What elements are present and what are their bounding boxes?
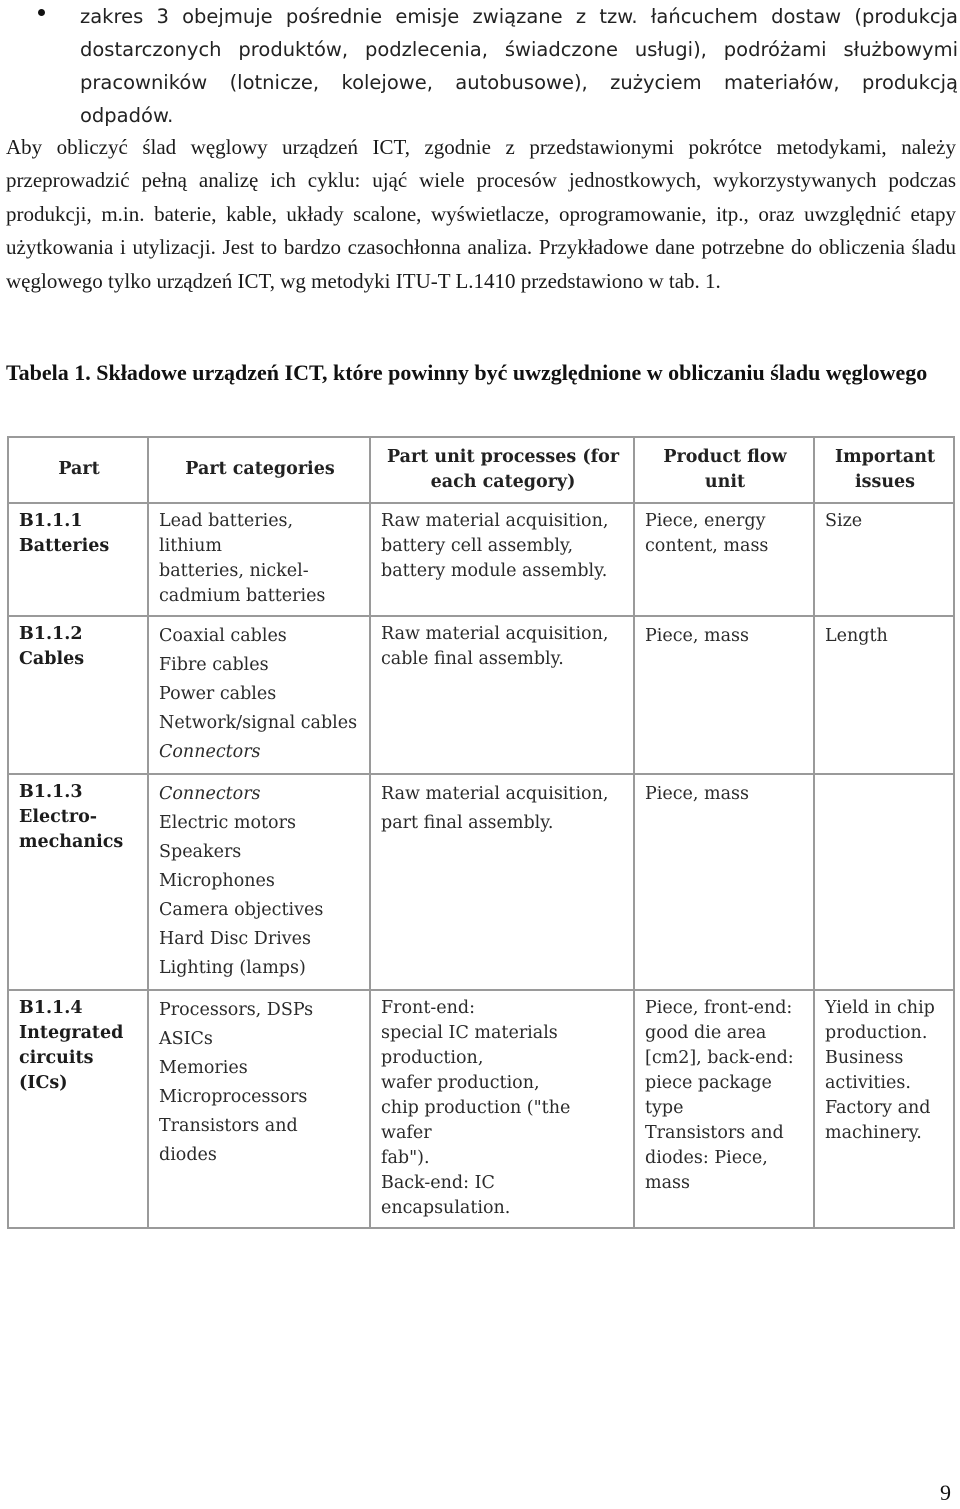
header-product-flow-unit: Product flow unit [634,437,814,503]
cell-flow-unit: Piece, mass [634,774,814,990]
cell-part: B1.1.4 Integrated circuits (ICs) [8,990,148,1228]
cell-categories: Processors, DSPs ASICs Memories Microprocessors Transistors and diodes [148,990,370,1228]
header-part-unit-processes: Part unit processes (for each category) [370,437,634,503]
cell-part: B1.1.3 Electro- mechanics [8,774,148,990]
page-number: 9 [940,1480,951,1505]
cell-categories: Connectors Electric motors Speakers Microphones Camera objectives Hard Disc Drives Lighting (lamps) [148,774,370,990]
cell-issues: Yield in chip production. Business activities. Factory and machinery. [814,990,954,1228]
bullet-text: zakres 3 obejmuje pośrednie emisje związane z tzw. łańcuchem dostaw (produkcja dostarczonych produktów, podzlecenia, świadczone usługi), podróżami służbowymi pracowników (lotnicze, kolejowe, autobusowe), zużyciem materiałów, produkcją odpadów. [80,5,958,127]
cell-part: B1.1.1 Batteries [8,503,148,616]
header-part-categories: Part categories [148,437,370,503]
cell-flow-unit: Piece, energy content, mass [634,503,814,616]
header-part: Part [8,437,148,503]
cell-processes: Raw material acquisition, cable final assembly. [370,616,634,774]
bullet-dot-icon [38,9,45,16]
bullet-item [38,0,958,132]
cell-part: B1.1.2 Cables [8,616,148,774]
cell-issues [814,774,954,990]
cell-flow-unit: Piece, mass [634,616,814,774]
cell-issues: Length [814,616,954,774]
cell-processes: Raw material acquisition, part final assembly. [370,774,634,990]
cell-processes: Raw material acquisition, battery cell assembly, battery module assembly. [370,503,634,616]
table-caption: Tabela 1. Składowe urządzeń ICT, które powinny być uwzględnione w obliczaniu śladu węglowego [6,360,928,385]
table-row [8,503,954,616]
cell-categories: Lead batteries, lithium batteries, nickel- cadmium batteries [148,503,370,616]
cell-issues: Size [814,503,954,616]
table-row [8,616,954,774]
table-row [8,990,954,1228]
cell-flow-unit: Piece, front-end: good die area [cm2], back-end: piece package type Transistors and diodes: Piece, mass [634,990,814,1228]
cell-processes: Front-end: special IC materials production, wafer production, chip production ("the wafer fab"). Back-end: IC encapsulation. [370,990,634,1228]
cell-categories: Coaxial cables Fibre cables Power cables Network/signal cables Connectors [148,616,370,774]
table-header-row [8,437,954,503]
body-paragraph: Aby obliczyć ślad węglowy urządzeń ICT, zgodnie z przedstawionymi pokrótce metodykami, należy przeprowadzić pełną analizę ich cyklu: ująć wiele procesów jednostkowych, wykorzystywanych podczas produkcji, m.in. baterie, kable, układy scalone, wyświetlacze, oprogramowanie, itp., oraz uwzględnić etapy użytkowania i utylizacji. Jest to bardzo czasochłonna analiza. Przykładowe dane potrzebne do obliczenia śladu węglowego tylko urządzeń ICT, wg metodyki ITU-T L.1410 przedstawiono w tab. 1. [6,135,956,293]
ict-components-table [7,436,955,1229]
table-row [8,774,954,990]
header-important-issues: Important issues [814,437,954,503]
